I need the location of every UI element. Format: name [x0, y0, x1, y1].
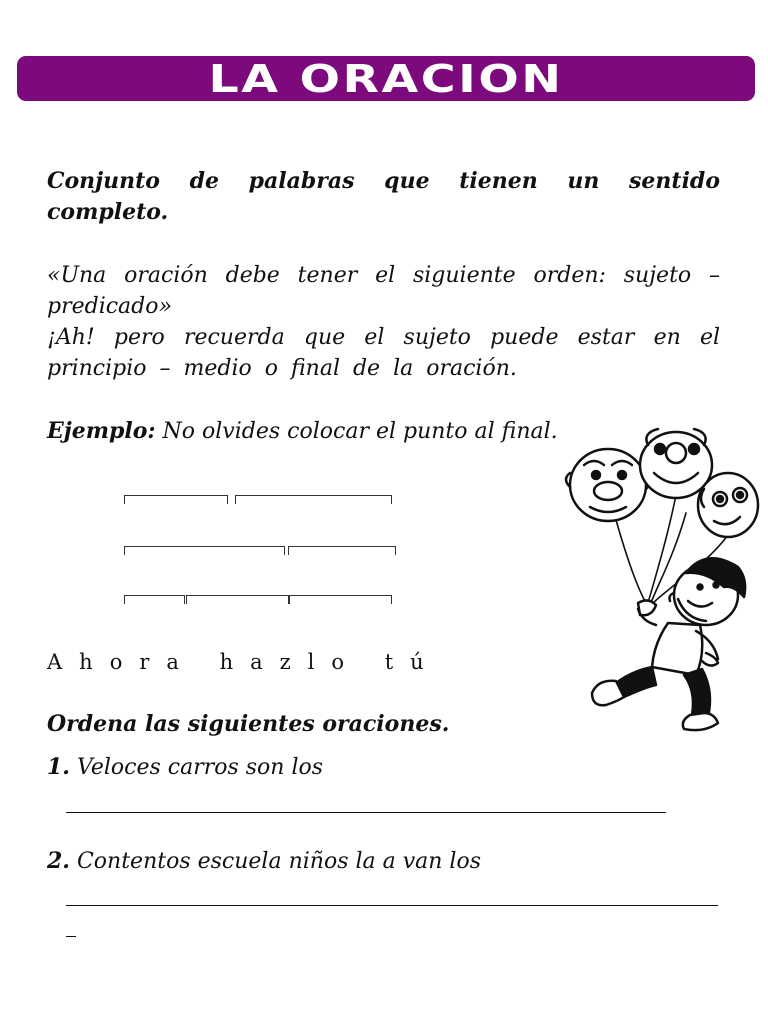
example-text: No olvides colocar el punto al final. [155, 419, 558, 444]
answer-line[interactable] [66, 905, 718, 906]
exercise-item-text: Contentos escuela niños la a van los [69, 849, 482, 874]
exercise-item-number: 1. [47, 754, 70, 780]
page-title: LA ORACION [208, 56, 564, 101]
word-bracket [124, 595, 185, 604]
answer-line[interactable] [66, 812, 666, 813]
word-bracket [124, 495, 228, 504]
word-bracket [288, 546, 396, 555]
word-bracket [289, 595, 392, 604]
rule-block [47, 260, 720, 384]
word-bracket [124, 546, 285, 555]
exercise-item [47, 848, 481, 874]
title-banner [17, 56, 755, 101]
exercise-item-text: Veloces carros son los [69, 755, 324, 780]
definition-text: Conjunto de palabras que tienen un sentido completo. [47, 168, 720, 225]
example-label: Ejemplo: [47, 418, 156, 444]
exercise-item-number: 2. [47, 848, 70, 874]
word-bracket [235, 495, 392, 504]
rule-note: ¡Ah! pero recuerda que el sujeto puede estar en el principio – medio o final de la oración. [47, 325, 720, 381]
word-bracket [186, 595, 289, 604]
rule-quote: «Una oración debe tener el siguiente orden: sujeto – predicado» [47, 263, 720, 319]
practice-prompt: Ahora hazlo tú [47, 650, 441, 674]
exercise-item [47, 754, 323, 780]
answer-line-continuation [66, 936, 76, 937]
exercise-title: Ordena las siguientes oraciones. [47, 711, 450, 737]
boy-with-balloons-icon [556, 425, 768, 735]
